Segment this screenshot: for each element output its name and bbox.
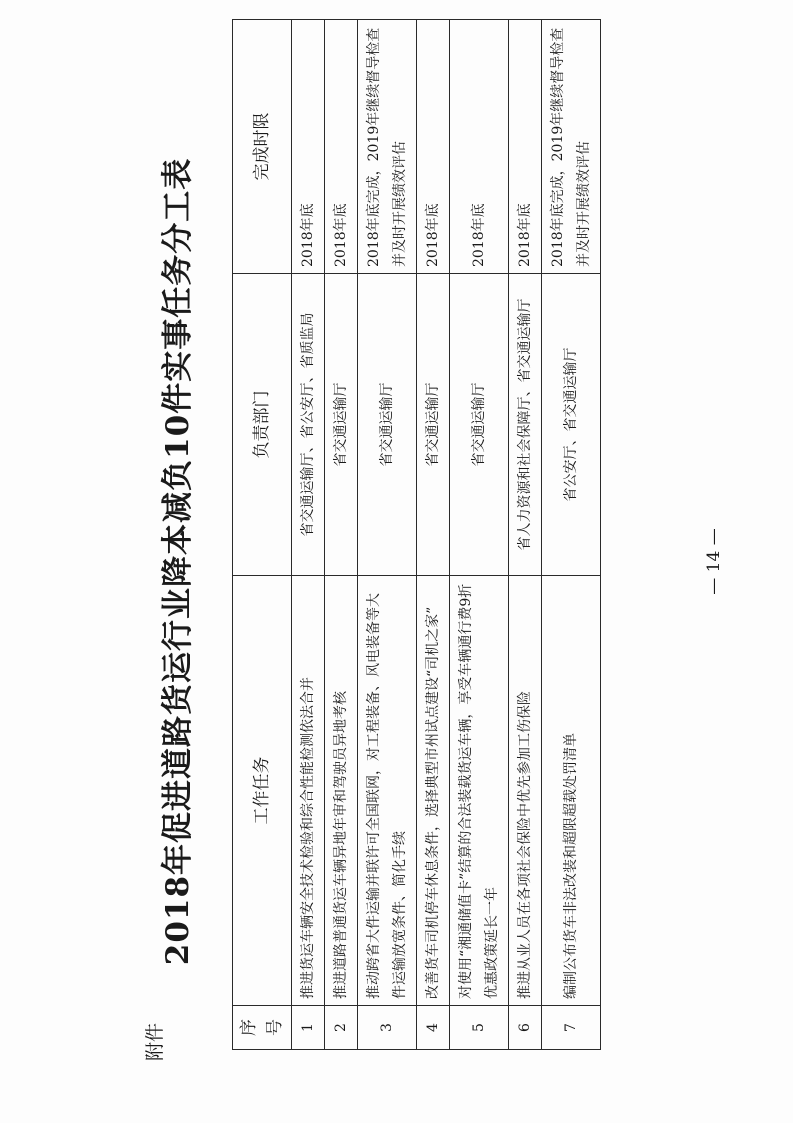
row-num: 3 [358, 1006, 417, 1050]
row-dept: 省交通运输厅 [417, 274, 450, 576]
row-deadline: 2018年底 [450, 20, 509, 274]
row-task: 推进道路普通货运车辆异地年审和驾驶员异地考核 [325, 576, 358, 1006]
header-num: 序号 [233, 1006, 292, 1050]
row-deadline: 2018年底 [325, 20, 358, 274]
row-deadline: 2018年底 [292, 20, 325, 274]
table-row [542, 20, 601, 1050]
header-dept: 负责部门 [233, 274, 292, 576]
row-task: 推进从业人员在各项社会保险中优先参加工伤保险 [509, 576, 542, 1006]
row-deadline: 2018年底 [417, 20, 450, 274]
row-dept: 省交通运输厅 [358, 274, 417, 576]
row-dept: 省交通运输厅 [450, 274, 509, 576]
row-num: 2 [325, 1006, 358, 1050]
row-dept: 省公安厅、省交通运输厅 [542, 274, 601, 576]
attachment-label: 附件 [144, 1022, 166, 1061]
header-task: 工作任务 [233, 576, 292, 1006]
row-deadline: 2018年底完成，2019年继续督导检查并及时开展绩效评估 [542, 20, 601, 274]
row-num: 6 [509, 1006, 542, 1050]
row-dept: 省人力资源和社会保障厅、省交通运输厅 [509, 274, 542, 576]
row-deadline: 2018年底完成，2019年继续督导检查并及时开展绩效评估 [358, 20, 417, 274]
row-task: 改善货车司机停车休息条件，选择典型市州试点建设“司机之家” [417, 576, 450, 1006]
row-num: 4 [417, 1006, 450, 1050]
row-dept: 省交通运输厅、省公安厅、省质监局 [292, 274, 325, 576]
table-row [292, 20, 325, 1050]
page-number: — 14 — [704, 528, 724, 595]
row-deadline: 2018年底 [509, 20, 542, 274]
header-deadline: 完成时限 [233, 20, 292, 274]
row-task: 对使用“湘通储值卡”结算的合法装载货运车辆，享受车辆通行费9折优惠政策延长一年 [450, 576, 509, 1006]
row-task: 推动跨省大件运输并联许可全国联网，对工程装备、风电装备等大件运输放宽条件、简化手续 [358, 576, 417, 1006]
row-task: 推进货运车辆安全技术检验和综合性能检测依法合并 [292, 576, 325, 1006]
table-row [358, 20, 417, 1050]
table-row [417, 20, 450, 1050]
row-num: 7 [542, 1006, 601, 1050]
table-header-row [233, 20, 292, 1050]
document-title: 2018年促进道路货运行业降本减负10件实事任务分工表 [160, 157, 196, 966]
table-row [509, 20, 542, 1050]
row-num: 5 [450, 1006, 509, 1050]
row-dept: 省交通运输厅 [325, 274, 358, 576]
row-task: 编制公布货车非法改装和超限超载处罚清单 [542, 576, 601, 1006]
row-num: 1 [292, 1006, 325, 1050]
table-row [325, 20, 358, 1050]
table-row [450, 20, 509, 1050]
task-table [232, 19, 601, 1050]
